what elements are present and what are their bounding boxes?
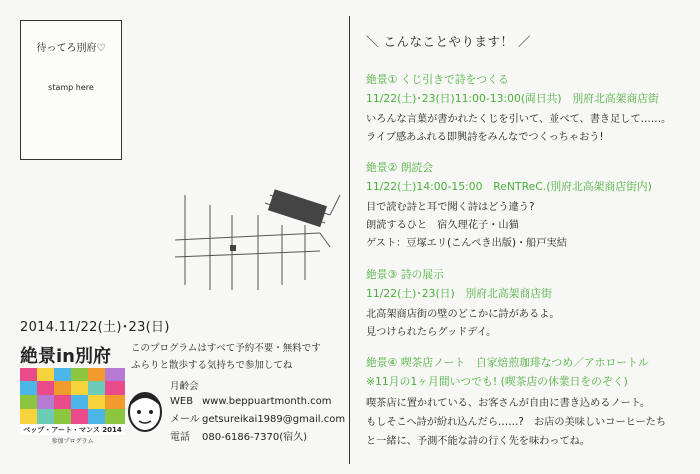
subline-1: このプログラムはすべて予約不要・無料です [131, 343, 321, 354]
stamp-sub: stamp here [48, 83, 94, 92]
art-month-logo [20, 368, 125, 453]
event-dates: 2014.11/22(土)･23(日) [20, 320, 170, 335]
contact-value: 080-6186-7370(宿久) [202, 432, 308, 443]
section-1-info: 11/22(土)･23(日)11:00-13:00(両日共) 別府北高架商店街 [366, 92, 659, 105]
contact-label: WEB [170, 396, 194, 407]
contact-web[interactable] [170, 396, 345, 407]
subline-2: ふらりと散歩する気持ちで参加してね [131, 360, 293, 371]
stamp-box [20, 20, 122, 160]
contact-label: 電話 [170, 432, 190, 443]
logo-grid-icon [20, 368, 125, 424]
event-title: 絶景in別府 [20, 346, 111, 367]
section-2-title: 絶景② 朗読会 [366, 161, 434, 174]
section-4-info: ※11月の1ヶ月間いつでも! (喫茶店の休業日をのぞく) [366, 375, 628, 388]
logo-caption-2: 参加プログラム [51, 438, 94, 445]
section-2-body-2: 朗読するひと 宿久理花子・山猫 [366, 220, 519, 231]
section-3-title: 絶景③ 詩の展示 [366, 268, 444, 281]
organizer-block [170, 378, 345, 443]
section-3-info: 11/22(土)･23(日) 別府北高架商店街 [366, 287, 552, 300]
section-4-title: 絶景④ 喫茶店ノート 自家焙煎珈琲なつめ／アホロートル [366, 356, 649, 369]
logo-caption: ベップ・アート・マンス 2014 [20, 425, 125, 435]
section-3-body-2: 見つけられたらグッドデイ。 [366, 327, 497, 338]
section-4-body-3: と一緒に、予測不能な詩の行く先を味わってね。 [366, 436, 591, 447]
section-1-body-2: ライブ感あふれる即興詩をみんなでつくっちゃおう! [366, 132, 604, 143]
section-1-body-1: いろんな言葉が書かれたくじを引いて、並べて、書き足して……。 [366, 114, 672, 125]
highlight-block [268, 189, 327, 227]
venue-marker [230, 245, 236, 251]
contact-mail[interactable] [170, 410, 345, 425]
organizer-name: 月齢会 [170, 381, 199, 392]
contact-phone [170, 428, 345, 443]
program-heading: ＼ こんなことやります！ ／ [366, 34, 531, 49]
section-2-body-3: ゲスト：豆塚エリ(こんぺき出版)・船戸実結 [366, 238, 567, 249]
mascot-face-icon [126, 388, 164, 434]
section-3-body-1: 北高架商店街の壁のどこかに詩があるよ。 [366, 309, 560, 320]
stamp-text: 待ってろ別府♡ [36, 43, 106, 54]
contact-label: メール [170, 414, 200, 425]
contact-value[interactable]: getsureikai1989@gmail.com [202, 414, 346, 425]
section-1-title: 絶景① くじ引きで詩をつくる [366, 73, 509, 86]
section-2-info: 11/22(土)14:00-15:00 ReNTReC.(別府北高架商店街内) [366, 180, 652, 193]
section-4-body-2: もしそこへ詩が紛れ込んだら……? お店の美味しいコーヒーたち [366, 417, 667, 428]
street-map [170, 185, 350, 295]
contact-value[interactable]: www.beppuartmonth.com [202, 396, 332, 407]
section-2-body-1: 目で読む詩と耳で聞く詩はどう違う? [366, 202, 535, 213]
section-4-body-1: 喫茶店に置かれている、お客さんが自由に書き込めるノート。 [366, 398, 651, 409]
